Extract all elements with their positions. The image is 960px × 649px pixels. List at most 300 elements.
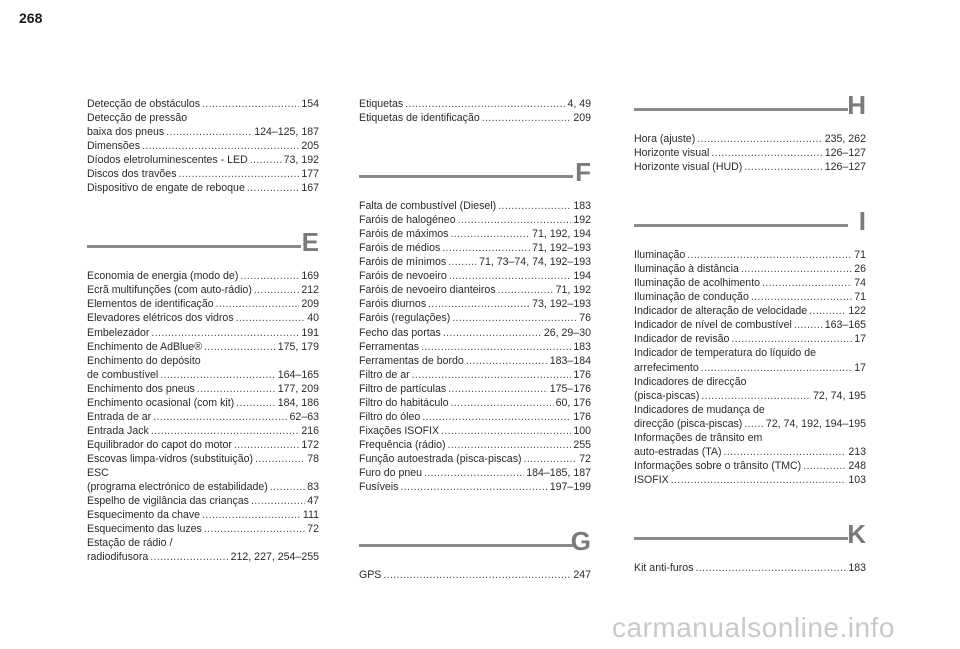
index-entry [359, 354, 591, 368]
entry-term: Fusíveis [359, 481, 399, 494]
entry-term: Embelezador [87, 326, 150, 339]
entry-pages: 103 [848, 473, 866, 486]
page-number: 268 [19, 10, 43, 26]
leader-dots [254, 283, 299, 297]
entry-term: Indicadores de direcção [634, 375, 747, 388]
leader-dots [197, 382, 276, 396]
index-entry [87, 452, 319, 466]
entry-pages: 76 [579, 312, 591, 325]
leader-dots [482, 111, 572, 125]
entry-pages: 26 [854, 263, 866, 276]
entry-pages: 4, 49 [567, 98, 591, 110]
leader-dots [240, 269, 299, 283]
leader-dots [442, 241, 530, 255]
leader-dots [204, 522, 305, 536]
entry-pages: 26, 29–30 [543, 326, 591, 339]
section-rule [634, 224, 848, 227]
index-entry [359, 111, 591, 125]
index-entry [87, 269, 319, 283]
index-entry [87, 340, 319, 354]
section-header [634, 92, 866, 128]
entry-term: Detecção de obstáculos [87, 98, 201, 110]
entry-pages: 62–63 [289, 410, 319, 423]
entry-term: Filtro de ar [359, 368, 410, 381]
index-entry [87, 97, 319, 111]
entry-pages: 73, 192 [283, 154, 319, 167]
index-entry [359, 382, 591, 396]
entry-pages: 216 [301, 424, 319, 437]
entry-pages: 71, 192, 194 [532, 228, 591, 241]
leader-dots [744, 417, 764, 431]
entry-term: Função autoestrada (pisca-piscas) [359, 452, 522, 465]
leader-dots [701, 361, 852, 375]
section-rule [87, 245, 301, 248]
leader-dots [153, 410, 287, 424]
entry-pages: 164–165 [277, 368, 319, 381]
leader-dots [448, 438, 572, 452]
index-entry [87, 326, 319, 340]
entry-term: Economia de energia (modo de) [87, 270, 239, 283]
index-entry [87, 139, 319, 153]
section-h [634, 92, 866, 174]
index-entry [634, 304, 866, 318]
section-g [359, 528, 591, 582]
leader-dots [428, 297, 530, 311]
entry-term: Iluminação de acolhimento [634, 277, 761, 290]
entry-pages: 154 [301, 98, 319, 110]
leader-dots [236, 311, 306, 325]
entry-pages: 71 [854, 249, 866, 262]
section-e-continued-entries [359, 97, 591, 125]
leader-dots [216, 297, 300, 311]
entry-pages: 111 [302, 509, 319, 522]
entry-term: Elementos de identificação [87, 298, 214, 311]
index-entry [359, 283, 591, 297]
entry-pages: 72, 74, 195 [812, 389, 866, 402]
leader-dots [160, 368, 276, 382]
entry-pages: 78 [307, 452, 319, 465]
section-letter: H [847, 90, 866, 120]
entry-term: (programa electrónico de estabilidade) [87, 481, 268, 494]
entry-pages: 83 [307, 481, 319, 494]
entry-pages: 184–185, 187 [526, 466, 591, 479]
leader-dots [400, 480, 547, 494]
index-entry [359, 213, 591, 227]
leader-dots [448, 255, 477, 269]
entry-term: Enchimento ocasional (com kit) [87, 396, 235, 409]
index-entry [359, 199, 591, 213]
index-entry [359, 480, 591, 494]
index-column-1 [87, 97, 319, 564]
leader-dots [142, 139, 299, 153]
entry-pages: 60, 176 [555, 396, 591, 409]
entry-term: Díodos eletroluminescentes - LED [87, 154, 248, 167]
index-entry [359, 368, 591, 382]
entry-pages: 175, 179 [277, 340, 319, 353]
index-entry [87, 466, 319, 480]
index-entry [87, 480, 319, 494]
entry-pages: 163–165 [824, 319, 866, 332]
entry-pages: 172 [301, 438, 319, 451]
entry-pages: 255 [573, 438, 591, 451]
index-entry [634, 346, 866, 360]
leader-dots [383, 568, 571, 582]
leader-dots [450, 227, 530, 241]
index-entry [634, 445, 866, 459]
leader-dots [150, 550, 228, 564]
entry-term: Dimensões [87, 140, 140, 153]
section-header [634, 208, 866, 244]
leader-dots [179, 167, 300, 181]
section-rule [359, 175, 573, 178]
leader-dots [166, 125, 252, 139]
index-entry [634, 160, 866, 174]
entry-pages: 184, 186 [277, 396, 319, 409]
section-letter: E [301, 227, 319, 258]
entry-term: Fecho das portas [359, 326, 441, 339]
index-entry [359, 241, 591, 255]
section-header [87, 229, 319, 265]
entry-term: Faróis de nevoeiro [359, 270, 447, 283]
entry-term: Elevadores elétricos dos vidros [87, 312, 234, 325]
leader-dots [741, 262, 852, 276]
index-entry [359, 326, 591, 340]
index-entry [87, 311, 319, 325]
section-rule [634, 108, 848, 111]
entry-pages: 72, 74, 192, 194–195 [765, 417, 866, 430]
entry-term: Iluminação de condução [634, 291, 749, 304]
entry-pages: 72 [307, 523, 319, 536]
leader-dots [202, 97, 299, 111]
index-entry [87, 550, 319, 564]
entry-term: Iluminação [634, 249, 686, 262]
entry-pages: 183 [573, 200, 591, 213]
entry-term: Enchimento dos pneus [87, 382, 195, 395]
section-k-entries [634, 561, 866, 575]
entry-term: Faróis (regulações) [359, 312, 451, 325]
entry-pages: 191 [301, 326, 319, 339]
entry-pages: 17 [854, 361, 866, 374]
entry-term: Estação de rádio / [87, 537, 173, 550]
entry-pages: 248 [848, 459, 866, 472]
section-rule [359, 544, 573, 547]
entry-term: Ecrã multifunções (com auto-rádio) [87, 284, 252, 297]
leader-dots [151, 424, 299, 438]
entry-term: Informações sobre o trânsito (TMC) [634, 459, 802, 472]
entry-pages: 167 [301, 182, 319, 195]
leader-dots [803, 459, 846, 473]
entry-pages: 40 [307, 312, 319, 325]
entry-pages: 183–184 [549, 354, 591, 367]
section-e-entries [87, 269, 319, 564]
entry-pages: 176 [573, 368, 591, 381]
entry-pages: 175–176 [549, 382, 591, 395]
index-entry [87, 297, 319, 311]
entry-term: Filtro de partículas [359, 382, 447, 395]
entry-term: Hora (ajuste) [634, 133, 696, 145]
index-entry [359, 269, 591, 283]
entry-term: Indicador de revisão [634, 333, 730, 346]
entry-term: Faróis de halogéneo [359, 214, 456, 227]
entry-term: Filtro do habitáculo [359, 396, 449, 409]
leader-dots [724, 445, 847, 459]
index-entry [634, 473, 866, 487]
index-entry [359, 396, 591, 410]
section-i [634, 208, 866, 487]
entry-pages: 235, 262 [824, 133, 866, 145]
leader-dots [424, 466, 524, 480]
leader-dots [524, 452, 578, 466]
entry-term: arrefecimento [634, 361, 699, 374]
entry-term: direcção (pisca-piscas) [634, 417, 743, 430]
leader-dots [270, 480, 305, 494]
entry-term: Informações de trânsito em [634, 431, 763, 444]
index-entry [634, 290, 866, 304]
index-entry [87, 536, 319, 550]
entry-term: auto-estradas (TA) [634, 445, 722, 458]
leader-dots [671, 473, 847, 487]
entry-term: Frequência (rádio) [359, 438, 446, 451]
index-entry [634, 361, 866, 375]
index-entry [87, 410, 319, 424]
section-header [634, 518, 866, 557]
index-entry [634, 403, 866, 417]
index-entry [87, 283, 319, 297]
entry-term: (pisca-piscas) [634, 389, 700, 402]
entry-pages: 169 [301, 270, 319, 283]
entry-pages: 71 [854, 291, 866, 304]
index-entry [634, 417, 866, 431]
index-entry [634, 332, 866, 346]
entry-term: Espelho de vigilância das crianças [87, 495, 249, 508]
index-entry [359, 438, 591, 452]
index-entry [359, 297, 591, 311]
index-entry [359, 340, 591, 354]
entry-term: Esquecimento da chave [87, 509, 201, 522]
index-entry [87, 153, 319, 167]
entry-term: Etiquetas de identificação [359, 112, 480, 125]
entry-pages: 177, 209 [277, 382, 319, 395]
index-entry [634, 132, 866, 146]
entry-term: Iluminação à distância [634, 263, 739, 276]
leader-dots [422, 410, 571, 424]
leader-dots [809, 304, 846, 318]
leader-dots [204, 340, 276, 354]
entry-pages: 100 [573, 424, 591, 437]
section-header [359, 528, 591, 564]
entry-pages: 72 [579, 452, 591, 465]
entry-pages: 209 [301, 298, 319, 311]
entry-term: Horizonte visual [634, 147, 710, 160]
index-entry [359, 424, 591, 438]
entry-pages: 47 [307, 495, 319, 508]
section-letter: K [847, 518, 866, 549]
section-i-entries [634, 248, 866, 487]
index-entry [634, 318, 866, 332]
entry-term: Dispositivo de engate de reboque [87, 182, 245, 195]
entry-term: Fixações ISOFIX [359, 424, 440, 437]
leader-dots [711, 146, 822, 160]
entry-term: Indicador de nível de combustível [634, 319, 792, 332]
leader-dots [448, 382, 548, 396]
entry-term: radiodifusora [87, 551, 149, 564]
entry-term: Escovas limpa-vidros (substituição) [87, 452, 254, 465]
entry-pages: 73, 192–193 [532, 298, 591, 311]
entry-pages: 212 [301, 284, 319, 297]
index-entry [87, 354, 319, 368]
entry-term: Indicadores de mudança de [634, 403, 765, 416]
entry-term: Equilibrador do capot do motor [87, 438, 232, 451]
leader-dots [247, 181, 299, 195]
section-header [359, 159, 591, 195]
entry-term: Faróis diurnos [359, 298, 427, 311]
leader-dots [236, 396, 276, 410]
index-entry [87, 494, 319, 508]
index-entry [87, 508, 319, 522]
section-rule [634, 537, 848, 540]
leader-dots [251, 494, 305, 508]
index-entry [359, 227, 591, 241]
entry-pages: 126–127 [824, 147, 866, 160]
entry-term: Falta de combustível (Diesel) [359, 200, 497, 213]
entry-pages: 124–125, 187 [254, 126, 319, 139]
leader-dots [151, 326, 299, 340]
entry-pages: 213 [848, 445, 866, 458]
section-e [87, 229, 319, 564]
leader-dots [234, 438, 299, 452]
entry-term: baixa dos pneus [87, 126, 165, 139]
leader-dots [498, 283, 554, 297]
watermark: carmanualsonline.info [612, 612, 895, 643]
leader-dots [255, 452, 305, 466]
index-entry [87, 368, 319, 382]
leader-dots [695, 561, 846, 575]
leader-dots [697, 132, 823, 146]
entry-pages: 197–199 [549, 481, 591, 494]
entry-term: Faróis de máximos [359, 228, 449, 241]
entry-term: Etiquetas [359, 98, 404, 110]
index-entry [634, 389, 866, 403]
entry-term: Kit anti-furos [634, 561, 694, 574]
index-entry [87, 438, 319, 452]
entry-term: Ferramentas [359, 340, 420, 353]
entry-pages: 71, 192 [555, 284, 591, 297]
entry-pages: 17 [854, 333, 866, 346]
index-entry [634, 431, 866, 445]
index-entry [87, 125, 319, 139]
index-entry [359, 311, 591, 325]
leader-dots [744, 160, 822, 174]
entry-term: Enchimento de AdBlue® [87, 340, 202, 353]
entry-term: Discos dos travões [87, 168, 177, 181]
leader-dots [421, 340, 571, 354]
leader-dots [451, 396, 554, 410]
section-f [359, 159, 591, 494]
leader-dots [466, 354, 548, 368]
entry-pages: 122 [848, 305, 866, 318]
section-f-entries [359, 199, 591, 494]
leader-dots [458, 213, 572, 227]
index-entry [359, 255, 591, 269]
entry-pages: 74 [854, 277, 866, 290]
index-entry [634, 561, 866, 575]
entry-term: Indicador de temperatura do líquido de [634, 347, 816, 360]
entry-pages: 71, 73–74, 74, 192–193 [479, 256, 591, 269]
section-letter: I [858, 206, 866, 237]
entry-term: Faróis de mínimos [359, 256, 447, 269]
index-entry [87, 181, 319, 195]
entry-term: de combustível [87, 368, 159, 381]
leader-dots [443, 326, 542, 340]
entry-term: Entrada de ar [87, 410, 152, 423]
index-entry [634, 146, 866, 160]
index-entry [359, 452, 591, 466]
entry-term: Ferramentas de bordo [359, 354, 464, 367]
index-entry [634, 276, 866, 290]
section-letter: G [570, 526, 591, 557]
leader-dots [762, 276, 852, 290]
leader-dots [405, 97, 565, 111]
leader-dots [687, 248, 852, 262]
index-entry [359, 568, 591, 582]
entry-term: Indicador de alteração de velocidade [634, 305, 808, 318]
entry-term: Faróis de médios [359, 242, 441, 255]
index-entry [87, 111, 319, 125]
index-entry [87, 424, 319, 438]
index-entry [634, 459, 866, 473]
entry-pages: 212, 227, 254–255 [230, 551, 319, 564]
index-entry [634, 262, 866, 276]
entry-pages: 247 [573, 569, 591, 582]
leader-dots [498, 199, 571, 213]
entry-term: Horizonte visual (HUD) [634, 161, 743, 174]
entry-term: Enchimento do depósito [87, 354, 201, 367]
index-column-3 [634, 92, 866, 575]
leader-dots [731, 332, 852, 346]
entry-pages: 209 [573, 112, 591, 125]
entry-term: ISOFIX [634, 473, 669, 486]
leader-dots [202, 508, 301, 522]
index-entry [634, 375, 866, 389]
entry-term: Furo do pneu [359, 466, 423, 479]
index-entry [87, 167, 319, 181]
entry-term: Filtro do óleo [359, 410, 421, 423]
entry-term: ESC [87, 466, 109, 479]
entry-pages: 205 [301, 140, 319, 153]
section-letter: F [575, 157, 591, 188]
index-entry [359, 466, 591, 480]
index-entry [87, 522, 319, 536]
entry-term: Entrada Jack [87, 424, 149, 437]
section-k [634, 518, 866, 575]
leader-dots [441, 424, 571, 438]
leader-dots [412, 368, 572, 382]
leader-dots [452, 311, 577, 325]
entry-pages: 183 [573, 340, 591, 353]
section-h-entries [634, 132, 866, 174]
section-d-entries [87, 97, 319, 195]
entry-pages: 183 [848, 561, 866, 574]
entry-pages: 192 [573, 214, 591, 227]
index-column-2 [359, 97, 591, 582]
leader-dots [701, 389, 811, 403]
entry-pages: 126–127 [824, 161, 866, 174]
entry-pages: 194 [573, 270, 591, 283]
entry-term: Faróis de nevoeiro dianteiros [359, 284, 496, 297]
index-entry [87, 382, 319, 396]
index-entry [634, 248, 866, 262]
index-entry [359, 97, 591, 111]
